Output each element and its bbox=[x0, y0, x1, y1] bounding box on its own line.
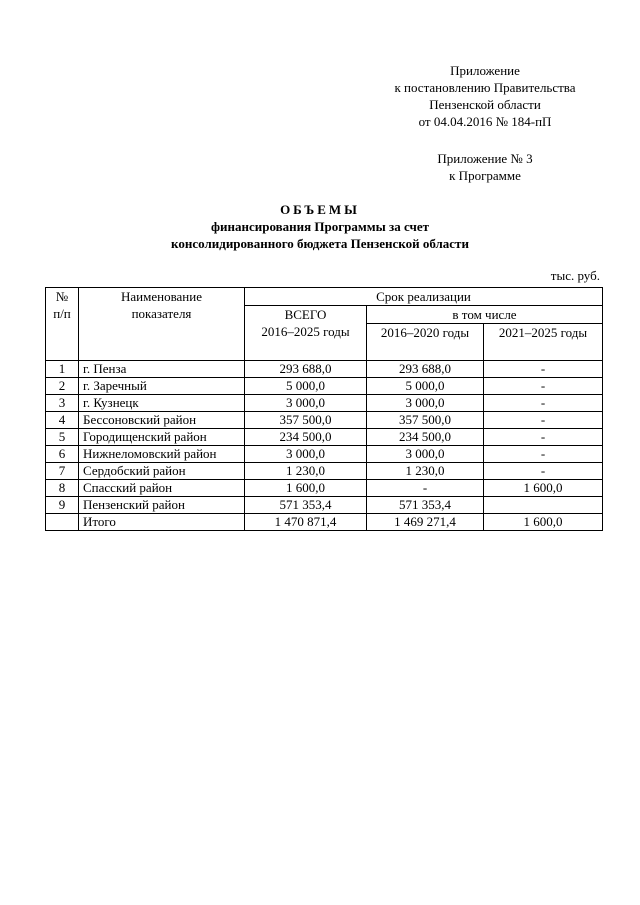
row-number-cell: 5 bbox=[46, 429, 79, 446]
total-number-cell bbox=[46, 514, 79, 531]
appendix-reference bbox=[395, 150, 575, 184]
row-number-cell: 2 bbox=[46, 378, 79, 395]
table-row bbox=[46, 361, 603, 378]
header-line-appendix: Приложение bbox=[450, 63, 520, 78]
row-2021-2025-cell: - bbox=[484, 429, 603, 446]
row-2021-2025-cell: - bbox=[484, 446, 603, 463]
row-name-cell: Сердобский район bbox=[79, 463, 245, 480]
row-name-cell: г. Кузнецк bbox=[79, 395, 245, 412]
col-header-2016-2020: 2016–2020 годы bbox=[367, 324, 484, 361]
row-name-cell: Нижнеломовский район bbox=[79, 446, 245, 463]
document-title bbox=[40, 201, 600, 252]
total-sum-cell: 1 470 871,4 bbox=[245, 514, 367, 531]
row-2016-2020-cell: 357 500,0 bbox=[367, 412, 484, 429]
row-2021-2025-cell: - bbox=[484, 378, 603, 395]
row-name-cell: Спасский район bbox=[79, 480, 245, 497]
row-name-cell: Пензенский район bbox=[79, 497, 245, 514]
row-2021-2025-cell: - bbox=[484, 412, 603, 429]
budget-table bbox=[45, 287, 603, 531]
row-total-cell: 571 353,4 bbox=[245, 497, 367, 514]
row-2016-2020-cell: 1 230,0 bbox=[367, 463, 484, 480]
row-2016-2020-cell: 293 688,0 bbox=[367, 361, 484, 378]
row-number-cell: 9 bbox=[46, 497, 79, 514]
col-header-number bbox=[46, 288, 79, 361]
col-header-total bbox=[245, 306, 367, 361]
row-name-cell: г. Пенза bbox=[79, 361, 245, 378]
col-header-total-line1: ВСЕГО bbox=[284, 307, 327, 322]
table-row bbox=[46, 463, 603, 480]
row-2021-2025-cell: - bbox=[484, 361, 603, 378]
row-number-cell: 4 bbox=[46, 412, 79, 429]
header-line-date: от 04.04.2016 № 184-пП bbox=[418, 114, 552, 129]
row-2016-2020-cell: 5 000,0 bbox=[367, 378, 484, 395]
row-total-cell: 3 000,0 bbox=[245, 395, 367, 412]
col-header-2021-2025: 2021–2025 годы bbox=[484, 324, 603, 361]
row-name-cell: Бессоновский район bbox=[79, 412, 245, 429]
col-header-including: в том числе bbox=[367, 306, 603, 324]
row-number-cell: 6 bbox=[46, 446, 79, 463]
units-label: тыс. руб. bbox=[550, 268, 600, 283]
col-header-name-line2: показателя bbox=[131, 306, 192, 321]
table-row bbox=[46, 446, 603, 463]
row-2021-2025-cell: - bbox=[484, 395, 603, 412]
col-header-period: Срок реализации bbox=[245, 288, 603, 306]
row-2016-2020-cell: 3 000,0 bbox=[367, 446, 484, 463]
appendix-number: Приложение № 3 bbox=[437, 151, 533, 166]
total-2016-2020-cell: 1 469 271,4 bbox=[367, 514, 484, 531]
row-number-cell: 7 bbox=[46, 463, 79, 480]
row-2016-2020-cell: 3 000,0 bbox=[367, 395, 484, 412]
appendix-target: к Программе bbox=[449, 168, 521, 183]
col-header-total-line2: 2016–2025 годы bbox=[261, 324, 350, 339]
table-row bbox=[46, 378, 603, 395]
col-header-number-line2: п/п bbox=[53, 306, 71, 321]
col-header-name-line1: Наименование bbox=[121, 289, 202, 304]
table-row bbox=[46, 497, 603, 514]
row-name-cell: Городищенский район bbox=[79, 429, 245, 446]
row-number-cell: 8 bbox=[46, 480, 79, 497]
row-2021-2025-cell: 1 600,0 bbox=[484, 480, 603, 497]
row-2016-2020-cell: 234 500,0 bbox=[367, 429, 484, 446]
row-2016-2020-cell: - bbox=[367, 480, 484, 497]
row-name-cell: г. Заречный bbox=[79, 378, 245, 395]
row-total-cell: 293 688,0 bbox=[245, 361, 367, 378]
row-total-cell: 3 000,0 bbox=[245, 446, 367, 463]
table-row bbox=[46, 395, 603, 412]
title-main: ОБЪЕМЫ bbox=[280, 202, 360, 217]
row-total-cell: 234 500,0 bbox=[245, 429, 367, 446]
row-2016-2020-cell: 571 353,4 bbox=[367, 497, 484, 514]
row-number-cell: 1 bbox=[46, 361, 79, 378]
col-header-name bbox=[79, 288, 245, 361]
title-subtitle-1: финансирования Программы за счет bbox=[211, 219, 429, 234]
row-total-cell: 1 600,0 bbox=[245, 480, 367, 497]
total-2021-2025-cell: 1 600,0 bbox=[484, 514, 603, 531]
row-2021-2025-cell bbox=[484, 497, 603, 514]
total-name-cell: Итого bbox=[79, 514, 245, 531]
table-total-row bbox=[46, 514, 603, 531]
table-row bbox=[46, 480, 603, 497]
decree-reference bbox=[360, 62, 610, 130]
header-line-decree: к постановлению Правительства bbox=[394, 80, 576, 95]
header-line-region: Пензенской области bbox=[429, 97, 541, 112]
col-header-number-line1: № bbox=[55, 289, 69, 304]
table-row bbox=[46, 429, 603, 446]
row-total-cell: 1 230,0 bbox=[245, 463, 367, 480]
table-row bbox=[46, 412, 603, 429]
row-total-cell: 357 500,0 bbox=[245, 412, 367, 429]
row-total-cell: 5 000,0 bbox=[245, 378, 367, 395]
title-subtitle-2: консолидированного бюджета Пензенской области bbox=[171, 236, 469, 251]
row-2021-2025-cell: - bbox=[484, 463, 603, 480]
table-header-row-1 bbox=[46, 288, 603, 306]
row-number-cell: 3 bbox=[46, 395, 79, 412]
